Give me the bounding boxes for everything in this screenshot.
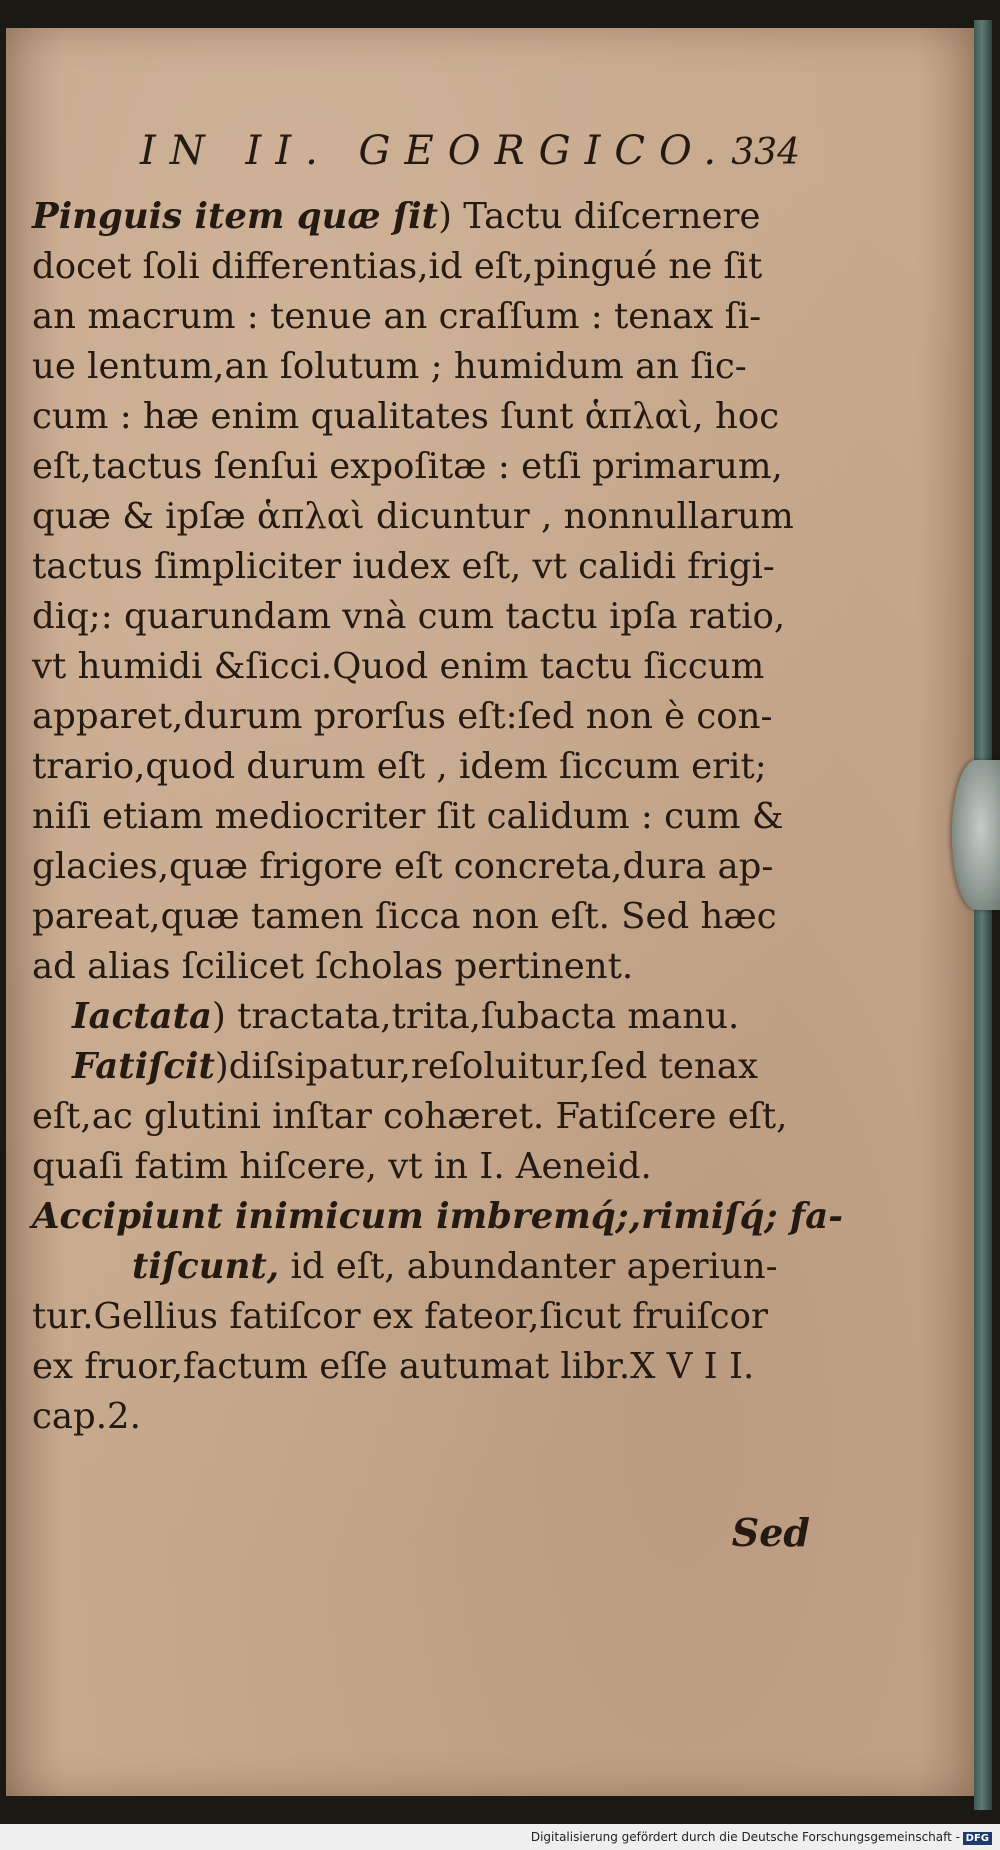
footer-credit: Digitalisierung gefördert durch die Deutsche Forschungsgemeinschaft - bbox=[530, 1830, 960, 1844]
body-text bbox=[32, 192, 843, 1442]
line-text: ) Tactu diſcernere bbox=[438, 196, 761, 237]
dfg-logo: DFG bbox=[963, 1832, 992, 1845]
line-text: ex fruor,factum eſſe autumat libr.X V I I. bbox=[32, 1346, 755, 1387]
line-text: id eſt, abundanter aperiun- bbox=[279, 1246, 778, 1287]
text-line bbox=[32, 1042, 792, 1092]
text-line bbox=[32, 642, 792, 692]
metal-clasp bbox=[952, 760, 1000, 910]
line-text: cap.2. bbox=[32, 1396, 141, 1437]
lemma: Iactata bbox=[72, 996, 213, 1037]
text-line bbox=[32, 1292, 792, 1342]
text-line bbox=[32, 392, 792, 442]
lemma: Fatiſcit bbox=[72, 1046, 215, 1087]
text-line bbox=[32, 692, 792, 742]
page-number: 334 bbox=[731, 132, 800, 173]
line-text: niſi etiam mediocriter ſit calidum : cum & bbox=[32, 796, 784, 837]
text-line bbox=[32, 1392, 792, 1442]
line-text: ue lentum,an ſolutum ; humidum an ſic- bbox=[32, 346, 747, 387]
line-text: an macrum : tenue an craſſum : tenax ſi- bbox=[32, 296, 762, 337]
line-text: eſt,ac glutini inſtar cohæret. Fatiſcere eſt, bbox=[32, 1096, 788, 1137]
line-text: vt humidi &ſicci.Quod enim tactu ſiccum bbox=[32, 646, 765, 687]
book-cover-edge bbox=[974, 20, 992, 1810]
line-text: tactus ſimpliciter iudex eſt, vt calidi frigi- bbox=[32, 546, 775, 587]
line-text: cum : hæ enim qualitates ſunt ἁπλαὶ, hoc bbox=[32, 396, 780, 437]
footer-bar bbox=[0, 1824, 1000, 1850]
text-line bbox=[32, 942, 792, 992]
line-text: eſt,tactus ſenſui expoſitæ : etſi primarum, bbox=[32, 446, 783, 487]
text-line bbox=[32, 292, 792, 342]
text-line bbox=[32, 442, 792, 492]
line-text: docet ſoli differentias,id eſt,pingué ne ſit bbox=[32, 246, 763, 287]
text-line bbox=[32, 1242, 792, 1292]
lemma: Pinguis item quæ ſit bbox=[32, 196, 439, 237]
text-line bbox=[32, 242, 792, 292]
text-line bbox=[32, 192, 792, 242]
line-text: diq;: quarundam vnà cum tactu ipſa ratio, bbox=[32, 596, 786, 637]
text-line bbox=[32, 842, 792, 892]
text-line bbox=[32, 592, 792, 642]
line-text: trario,quod durum eſt , idem ſiccum erit; bbox=[32, 746, 767, 787]
line-text: apparet,durum prorſus eſt:ſed non è con- bbox=[32, 696, 773, 737]
text-line bbox=[32, 792, 792, 842]
line-text: quæ & ipſæ ἁπλαὶ dicuntur , nonnullarum bbox=[32, 496, 794, 537]
line-text: tur.Gellius fatiſcor ex fateor,ſicut fruiſcor bbox=[32, 1296, 768, 1337]
text-line bbox=[32, 1142, 792, 1192]
text-line bbox=[32, 742, 792, 792]
lemma: tiſcunt, bbox=[132, 1246, 280, 1287]
line-text: quaſi fatim hiſcere, vt in I. Aeneid. bbox=[32, 1146, 652, 1187]
text-line bbox=[32, 1342, 792, 1392]
running-head bbox=[140, 128, 800, 188]
running-title: IN II. GEORGICO. bbox=[140, 128, 731, 174]
lemma: Accipiunt inimicum imbremq́;,rimiſq́; fa- bbox=[32, 1196, 843, 1237]
line-text: glacies,quæ frigore eſt concreta,dura ap- bbox=[32, 846, 774, 887]
text-line bbox=[32, 1092, 792, 1142]
text-line bbox=[32, 992, 792, 1042]
line-text: pareat,quæ tamen ſicca non eſt. Sed hæc bbox=[32, 896, 777, 937]
line-text: ad alias ſcilicet ſcholas pertinent. bbox=[32, 946, 634, 987]
text-line bbox=[32, 1192, 843, 1242]
line-text: ) tractata,trita,ſubacta manu. bbox=[212, 996, 740, 1037]
text-line bbox=[32, 542, 792, 592]
line-text: )diſsipatur,reſoluitur,ſed tenax bbox=[214, 1046, 758, 1087]
text-line bbox=[32, 892, 792, 942]
text-line bbox=[32, 342, 792, 392]
text-line bbox=[32, 492, 792, 542]
catchword: Sed bbox=[731, 1510, 810, 1555]
